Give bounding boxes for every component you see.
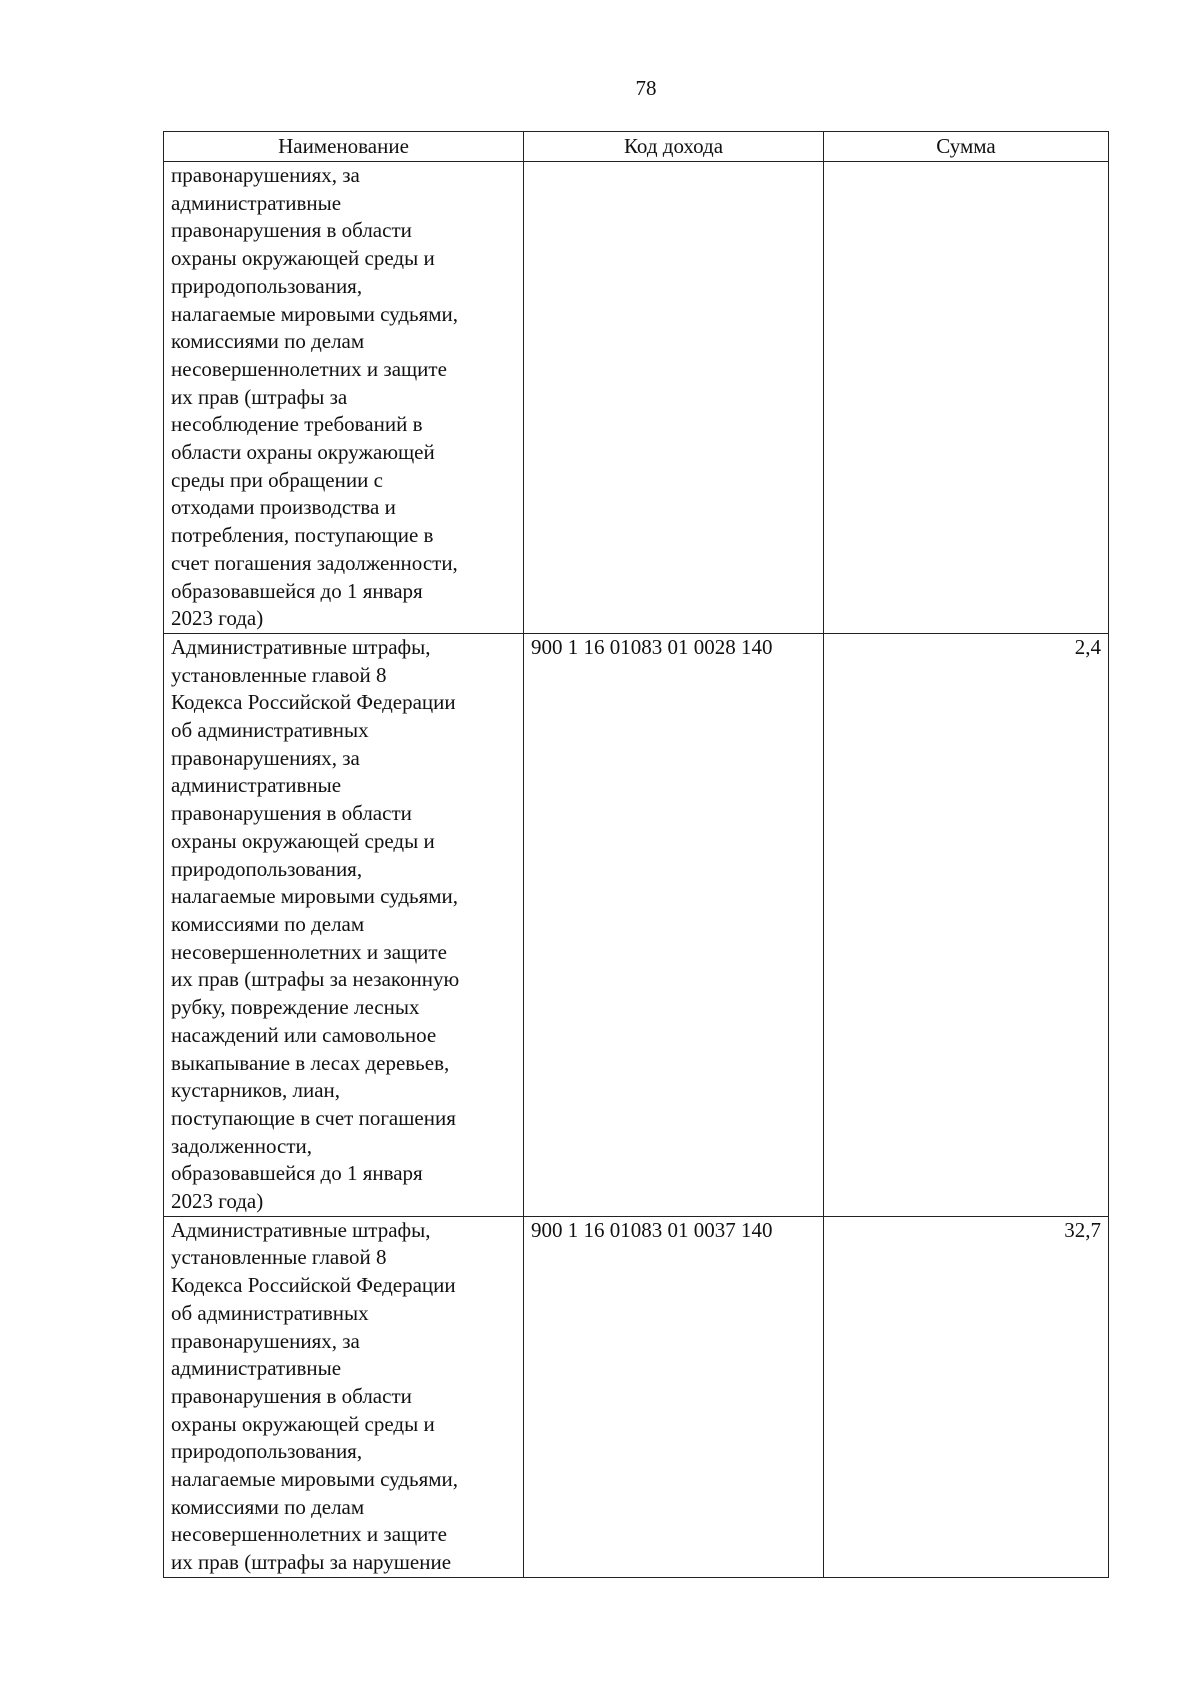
table-row: [164, 633, 1109, 1216]
column-header-code: Код дохода: [524, 132, 824, 162]
row-name-cell: Административные штрафы, установленные главой 8 Кодекса Российской Федерации об административных правонарушениях, за административные правонарушения в области охраны окружающей среды и природопользования, налагаемые мировыми судьями, комиссиями по делам несовершеннолетних и защите их прав (штрафы за нарушение: [164, 1216, 524, 1577]
row-code-cell: 900 1 16 01083 01 0028 140: [524, 633, 824, 1216]
column-header-name: Наименование: [164, 132, 524, 162]
row-name-cell: Административные штрафы, установленные главой 8 Кодекса Российской Федерации об административных правонарушениях, за административные правонарушения в области охраны окружающей среды и природопользования, налагаемые мировыми судьями, комиссиями по делам несовершеннолетних и защите их прав (штрафы за незаконную рубку, повреждение лесных насаждений или самовольное выкапывание в лесах деревьев, кустарников, лиан, поступающие в счет погашения задолженности, образовавшейся до 1 января 2023 года): [164, 633, 524, 1216]
column-header-sum: Сумма: [824, 132, 1109, 162]
row-name-cell: правонарушениях, за административные правонарушения в области охраны окружающей среды и природопользования, налагаемые мировыми судьями, комиссиями по делам несовершеннолетних и защите их прав (штрафы за несоблюдение требований в области охраны окружающей среды при обращении с отходами производства и потребления, поступающие в счет погашения задолженности, образовавшейся до 1 января 2023 года): [164, 162, 524, 634]
page-number: 78: [635, 76, 657, 100]
table-row: [164, 162, 1109, 634]
row-sum-cell: 2,4: [824, 633, 1109, 1216]
row-sum-cell: 32,7: [824, 1216, 1109, 1577]
row-code-cell: [524, 162, 824, 634]
row-code-cell: 900 1 16 01083 01 0037 140: [524, 1216, 824, 1577]
table-row: [164, 1216, 1109, 1577]
table-header-row: [164, 132, 1109, 162]
revenue-table: [163, 131, 1109, 1578]
row-sum-cell: [824, 162, 1109, 634]
